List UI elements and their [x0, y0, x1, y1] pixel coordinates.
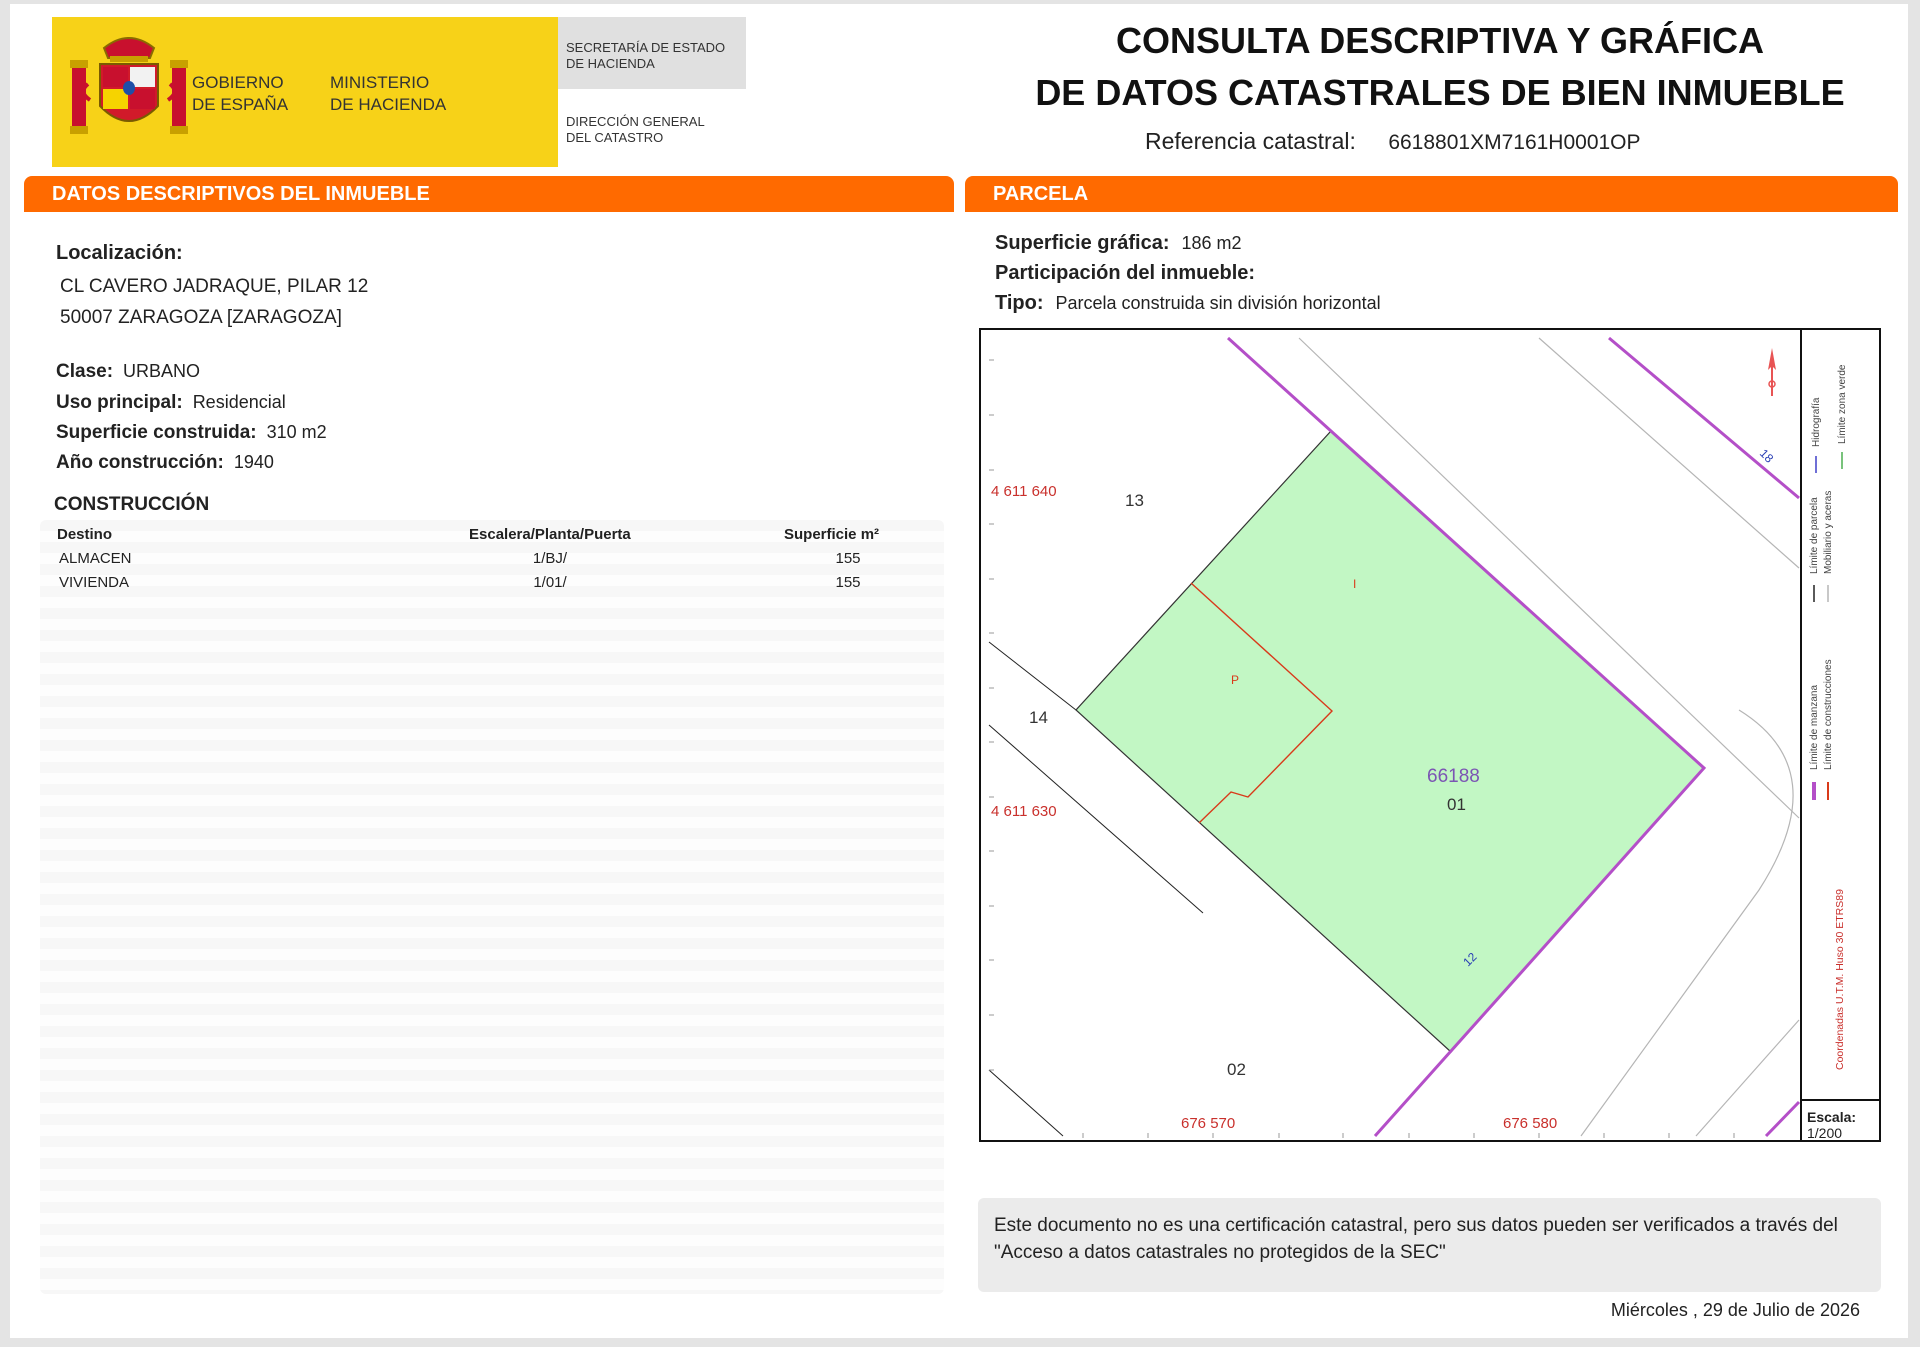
gobierno-label: GOBIERNO DE ESPAÑA — [192, 73, 289, 114]
superficie-label: Superficie construida: — [56, 422, 257, 443]
clase-row — [56, 361, 200, 383]
parcel-number-01: 01 — [1447, 795, 1466, 814]
table-row-1-escalera: 1/BJ/ — [532, 550, 568, 567]
referencia-catastral — [1145, 128, 1641, 155]
legend-zona-verde: Límite zona verde — [1837, 364, 1848, 444]
coat-of-arms-icon — [70, 26, 188, 146]
table-header-escalera: Escalera/Planta/Puerta — [469, 526, 631, 543]
construccion-title: CONSTRUCCIÓN — [54, 494, 210, 515]
tipo-value: Parcela construida sin división horizontal — [1055, 293, 1381, 313]
north-arrow-icon — [1768, 348, 1776, 396]
cadastral-map[interactable] — [979, 328, 1881, 1142]
coord-label-north2: 4 611 630 — [991, 803, 1057, 820]
parcel-number-13: 13 — [1125, 491, 1144, 510]
tipo-label: Tipo: — [995, 292, 1044, 314]
section-parcela: PARCELA — [965, 176, 1898, 212]
address-line2: 50007 ZARAGOZA [ZARAGOZA] — [60, 307, 342, 328]
sup-grafica-value: 186 m2 — [1181, 233, 1242, 253]
escala-value: 1/200 — [1807, 1125, 1843, 1140]
coord-label-east1: 676 570 — [1181, 1115, 1236, 1132]
legend-manzana: Límite de manzana — [1809, 684, 1820, 770]
parcel-number-14: 14 — [1029, 708, 1048, 727]
uso-label: Uso principal: — [56, 392, 183, 413]
street-number-12: 12 — [1460, 949, 1480, 970]
ref-label: Referencia catastral: — [1145, 128, 1356, 154]
superficie-grafica-row — [995, 232, 1242, 255]
document-title-line2: DE DATOS CATASTRALES DE BIEN INMUEBLE — [1035, 72, 1845, 113]
table-row-2-escalera: 1/01/ — [533, 574, 567, 591]
superficie-row — [56, 422, 327, 444]
document-title-line1: CONSULTA DESCRIPTIVA Y GRÁFICA — [1115, 20, 1765, 61]
document-page — [10, 4, 1908, 1338]
street-number-18: 18 — [1756, 446, 1777, 466]
construction-label-i: I — [1353, 577, 1357, 591]
manzana-boundary — [1766, 1102, 1799, 1136]
table-row-1-superficie: 155 — [835, 550, 861, 567]
secretaria-label: SECRETARÍA DE ESTADO DE HACIENDA — [566, 40, 726, 71]
anio-label: Año construcción: — [56, 452, 224, 473]
map-legend — [1809, 364, 1848, 1070]
clase-value: URBANO — [123, 361, 201, 381]
address-line1: CL CAVERO JADRAQUE, PILAR 12 — [60, 276, 369, 297]
parcel-limit-line — [989, 642, 1076, 710]
disclaimer-note: Este documento no es una certificación catastral, pero sus datos pueden ser verificados a través del "Acceso a datos catastrales no protegidos de la SEC" — [978, 1198, 1881, 1292]
parcel-shape[interactable] — [1076, 431, 1704, 1052]
anio-value: 1940 — [233, 452, 274, 472]
table-header-destino: Destino — [57, 526, 113, 543]
direccion-general-label: DIRECCIÓN GENERAL DEL CATASTRO — [566, 114, 705, 145]
participacion-label: Participación del inmueble: — [995, 262, 1256, 284]
table-row-2-superficie: 155 — [835, 574, 861, 591]
table-row-1-destino: ALMACEN — [59, 550, 132, 567]
coord-label-east2: 676 580 — [1503, 1115, 1558, 1132]
construction-label-p: P — [1231, 673, 1240, 687]
uso-value: Residencial — [192, 392, 286, 412]
parcel-limit-line — [989, 1070, 1063, 1136]
participacion-row — [995, 262, 1267, 285]
table-header-superficie: Superficie m² — [784, 526, 880, 543]
parcel-number-02: 02 — [1227, 1060, 1246, 1079]
ref-value: 6618801XM7161H0001OP — [1388, 131, 1641, 154]
section-datos-descriptivos: DATOS DESCRIPTIVOS DEL INMUEBLE — [24, 176, 954, 212]
anio-row — [56, 452, 274, 474]
legend-coord-system: Coordenadas U.T.M. Huso 30 ETRS89 — [1834, 889, 1846, 1070]
legend-parcela: Límite de parcela — [1809, 497, 1820, 574]
legend-hidrografia: Hidrografía — [1811, 397, 1822, 447]
escala-label: Escala: — [1807, 1109, 1857, 1125]
tipo-row — [995, 292, 1381, 315]
construccion-table — [40, 520, 944, 1294]
manzana-number: 66188 — [1427, 766, 1480, 787]
uso-row — [56, 392, 286, 414]
sup-grafica-label: Superficie gráfica: — [995, 232, 1170, 254]
superficie-value: 310 m2 — [266, 422, 327, 442]
ministerio-label: MINISTERIO DE HACIENDA — [330, 73, 447, 114]
localizacion-label: Localización: — [56, 242, 183, 264]
table-row-2-destino: VIVIENDA — [59, 574, 130, 591]
legend-construcciones: Límite de construcciones — [1823, 659, 1834, 770]
coord-label-north1: 4 611 640 — [991, 483, 1057, 500]
clase-label: Clase: — [56, 361, 114, 382]
legend-mobiliario: Mobiliario y aceras — [1823, 490, 1834, 574]
document-date: Miércoles , 29 de Julio de 2026 — [1610, 1300, 1860, 1320]
map-drawing — [981, 330, 1879, 1140]
